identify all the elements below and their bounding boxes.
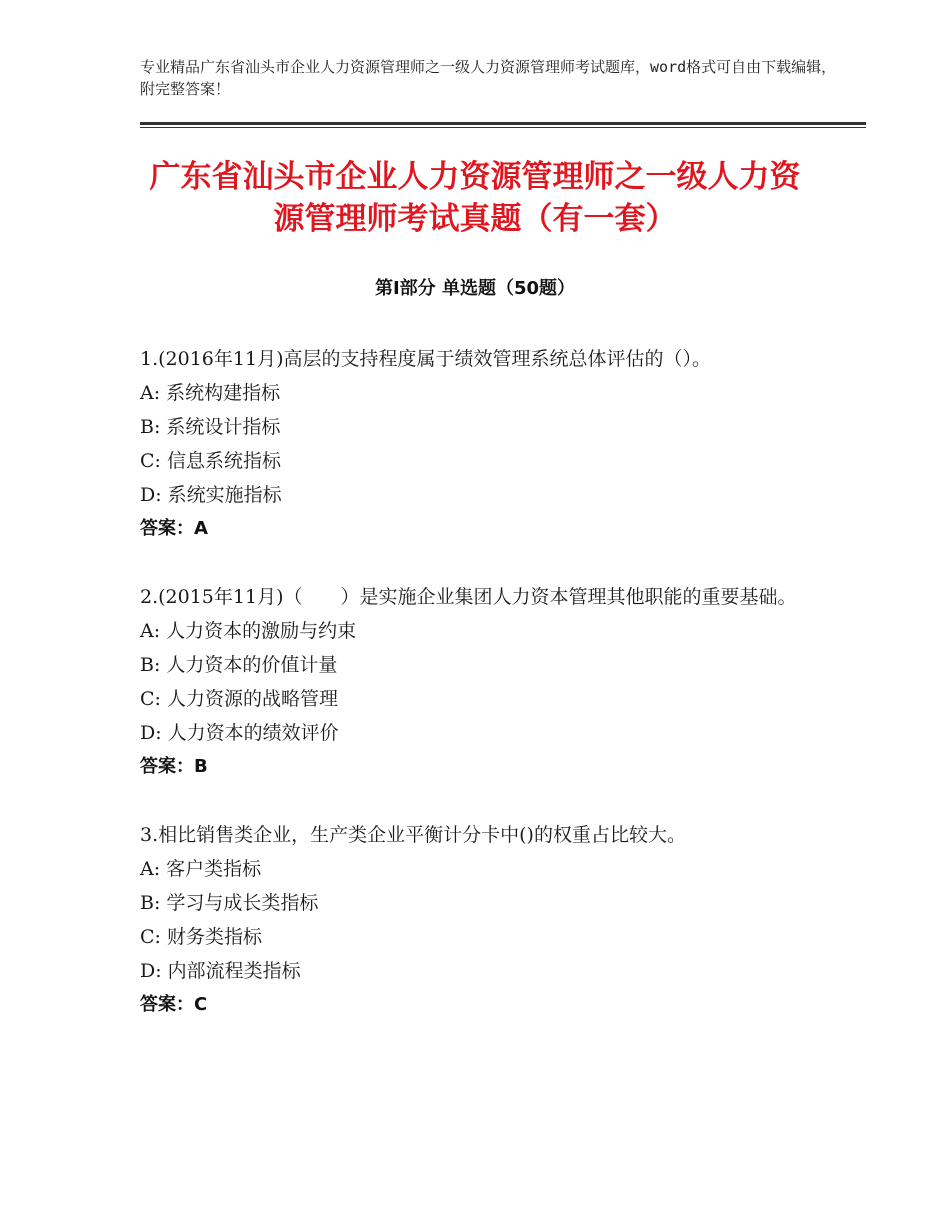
answer-label: 答案：A [140, 518, 208, 539]
section-heading: 第Ⅰ部分 单选题（50题） [374, 278, 575, 299]
option-b: B: 人力资本的价值计量 [140, 654, 338, 676]
option-d: D: 内部流程类指标 [140, 960, 301, 982]
header-rule-thin [140, 127, 866, 128]
option-a: A: 人力资本的激励与约束 [140, 620, 357, 642]
option-d: D: 系统实施指标 [140, 484, 282, 506]
option-a: A: 系统构建指标 [140, 382, 281, 404]
answer-label: 答案：C [140, 994, 208, 1015]
question-stem: 3.相比销售类企业，生产类企业平衡计分卡中()的权重占比较大。 [140, 824, 686, 846]
question-3 [140, 818, 820, 1022]
question-list [140, 342, 820, 1056]
answer-label: 答案：B [140, 756, 208, 777]
option-c: C: 人力资源的战略管理 [140, 688, 338, 710]
option-b: B: 系统设计指标 [140, 416, 281, 438]
option-b: B: 学习与成长类指标 [140, 892, 319, 914]
question-2 [140, 580, 820, 784]
question-1 [140, 342, 820, 546]
header-rule-thick [140, 122, 866, 125]
option-c: C: 信息系统指标 [140, 450, 281, 472]
document-title: 广东省汕头市企业人力资源管理师之一级人力资源管理师考试真题（有一套） [149, 159, 801, 237]
option-c: C: 财务类指标 [140, 926, 262, 948]
option-a: A: 客户类指标 [140, 858, 262, 880]
option-d: D: 人力资本的绩效评价 [140, 722, 339, 744]
header-note: 专业精品广东省汕头市企业人力资源管理师之一级人力资源管理师考试题库，word格式可自由下载编辑，附完整答案！ [140, 58, 837, 98]
question-stem: 1.(2016年11月)高层的支持程度属于绩效管理系统总体评估的（）。 [140, 348, 711, 370]
question-stem: 2.(2015年11月)（ ）是实施企业集团人力资本管理其他职能的重要基础。 [140, 586, 797, 608]
